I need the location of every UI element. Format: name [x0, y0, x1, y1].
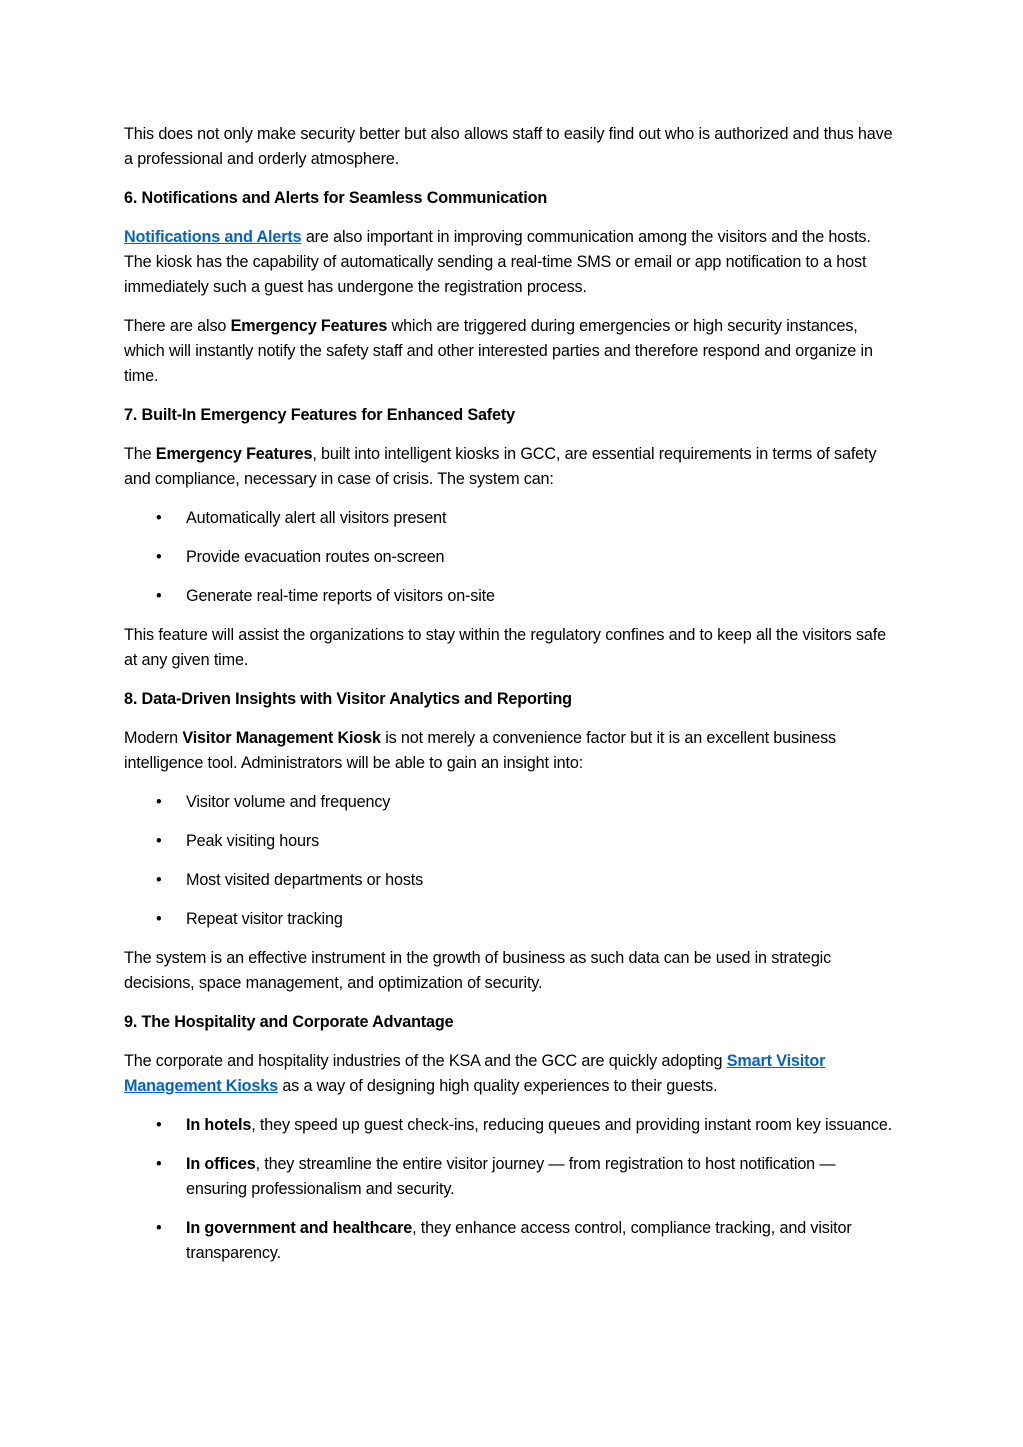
list-item: [124, 1216, 899, 1266]
notifications-and-alerts-link[interactable]: Notifications and Alerts: [124, 228, 302, 246]
bullet-icon: •: [156, 587, 162, 605]
list-item: [124, 1152, 899, 1202]
section-9-bullet-list: [124, 1113, 899, 1266]
list-item-bold: In hotels: [186, 1116, 252, 1134]
emergency-features-bold: Emergency Features: [230, 317, 388, 335]
section-6-paragraph-1-text: are also important in improving communication among the visitors and the hosts. The kiosk has the capability of automatically sending a real-time SMS or email or app notification to a host immediately such a guest has undergone the registration process.: [124, 228, 871, 296]
section-6-paragraph-2: [124, 314, 899, 389]
list-item: [124, 545, 899, 570]
list-item-text: Generate real-time reports of visitors on-site: [186, 587, 495, 605]
list-item-text: , they enhance access control, compliance tracking, and visitor transparency.: [186, 1219, 852, 1262]
visitor-management-kiosk-bold: Visitor Management Kiosk: [182, 729, 381, 747]
bullet-icon: •: [156, 910, 162, 928]
section-9-paragraph-1-lead: The corporate and hospitality industries of the KSA and the GCC are quickly adopting: [124, 1052, 727, 1070]
document-page: [124, 122, 899, 1280]
list-item: [124, 1113, 899, 1138]
section-9-paragraph-1-text: as a way of designing high quality experiences to their guests.: [277, 1077, 718, 1095]
bullet-icon: •: [156, 832, 162, 850]
smart-visitor-management-kiosks-link[interactable]: Smart Visitor Management Kiosks: [124, 1052, 826, 1095]
emergency-features-bold: Emergency Features: [155, 445, 313, 463]
section-6-paragraph-1: [124, 225, 899, 300]
list-item-text: Repeat visitor tracking: [186, 910, 343, 928]
bullet-icon: •: [156, 871, 162, 889]
section-9-paragraph-1: [124, 1049, 899, 1099]
section-7-paragraph-1-text: , built into intelligent kiosks in GCC, are essential requirements in terms of safety and compliance, necessary in case of crisis. The system can:: [124, 445, 877, 488]
section-8-paragraph-1-text: is not merely a convenience factor but it is an excellent business intelligence tool. Administrators will be able to gain an insight into:: [124, 729, 836, 772]
bullet-icon: •: [156, 793, 162, 811]
list-item-bold: In government and healthcare: [186, 1219, 413, 1237]
bullet-icon: •: [156, 548, 162, 566]
list-item: [124, 868, 899, 893]
list-item-bold: In offices: [186, 1155, 256, 1173]
section-6-heading: 6. Notifications and Alerts for Seamless Communication: [124, 189, 548, 207]
section-6-paragraph-2-lead: There are also: [124, 317, 231, 335]
bullet-icon: •: [156, 1155, 162, 1173]
section-8-paragraph-1-lead: Modern: [124, 729, 183, 747]
section-8-heading: 8. Data-Driven Insights with Visitor Analytics and Reporting: [124, 690, 572, 708]
list-item: [124, 907, 899, 932]
list-item-text: Provide evacuation routes on-screen: [186, 548, 445, 566]
bullet-icon: •: [156, 1219, 162, 1237]
section-9-heading: 9. The Hospitality and Corporate Advantage: [124, 1013, 454, 1031]
section-7-paragraph-2: This feature will assist the organizations to stay within the regulatory confines and to keep all the visitors safe at any given time.: [124, 626, 886, 669]
section-8-bullet-list: [124, 790, 899, 932]
section-8-paragraph-2: The system is an effective instrument in the growth of business as such data can be used in strategic decisions, space management, and optimization of security.: [124, 949, 832, 992]
list-item: [124, 790, 899, 815]
list-item-text: , they speed up guest check-ins, reducing queues and providing instant room key issuance.: [251, 1116, 893, 1134]
bullet-icon: •: [156, 509, 162, 527]
list-item: [124, 506, 899, 531]
list-item-text: Peak visiting hours: [186, 832, 320, 850]
section-7-paragraph-1: [124, 442, 899, 492]
intro-paragraph: This does not only make security better but also allows staff to easily find out who is authorized and thus have a professional and orderly atmosphere.: [124, 125, 893, 168]
list-item-text: Automatically alert all visitors present: [186, 509, 447, 527]
section-6-paragraph-2-text: which are triggered during emergencies or high security instances, which will instantly notify the safety staff and other interested parties and therefore respond and organize in time.: [124, 317, 873, 385]
list-item-text: Visitor volume and frequency: [186, 793, 391, 811]
list-item-text: Most visited departments or hosts: [186, 871, 424, 889]
section-7-heading: 7. Built-In Emergency Features for Enhanced Safety: [124, 406, 515, 424]
list-item-text: , they streamline the entire visitor journey — from registration to host notification — ensuring professionalism and security.: [186, 1155, 836, 1198]
section-7-paragraph-1-lead: The: [124, 445, 156, 463]
list-item: [124, 829, 899, 854]
list-item: [124, 584, 899, 609]
section-8-paragraph-1: [124, 726, 899, 776]
bullet-icon: •: [156, 1116, 162, 1134]
section-7-bullet-list: [124, 506, 899, 609]
